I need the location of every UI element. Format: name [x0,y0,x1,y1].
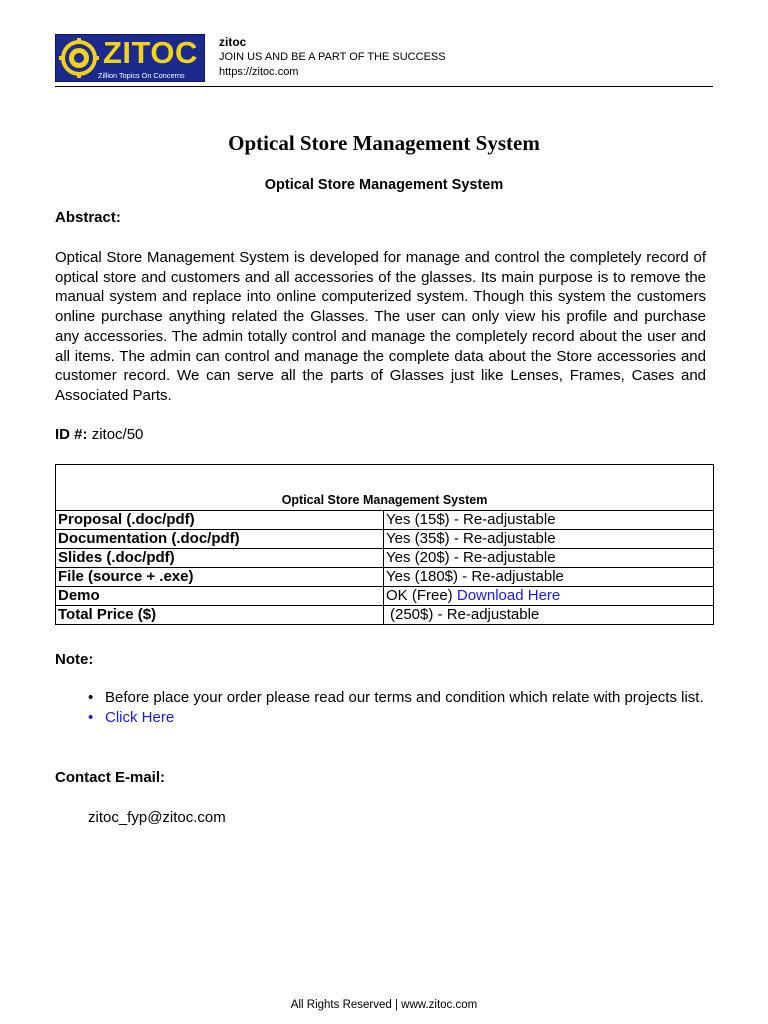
id-label: ID #: [55,426,88,443]
value-cell: Yes (180$) - Re-adjustable [384,568,714,587]
contact-label: Contact E-mail: [55,769,166,786]
id-value: zitoc/50 [91,426,144,443]
header-url[interactable]: https://zitoc.com [219,66,299,78]
bullet-icon: • [88,689,94,706]
bullet-icon: • [88,709,94,726]
value-cell: Yes (15$) - Re-adjustable [384,511,714,530]
project-id [55,426,143,443]
list-item [88,688,706,708]
page-footer: All Rights Reserved | www.zitoc.com [290,999,478,1011]
item-cell: Documentation (.doc/pdf) [56,530,384,549]
header-slogan: JOIN US AND BE A PART OF THE SUCCESS [219,51,446,63]
demo-value: OK (Free) [386,587,453,604]
list-item [88,708,706,728]
value-cell: Yes (35$) - Re-adjustable [384,530,714,549]
zitoc-logo[interactable] [55,34,205,82]
page-header [55,34,713,87]
total-label: Total Price ($) [56,606,384,625]
demo-label: Demo [56,587,384,606]
gear-emblem-icon [59,38,99,78]
document-subtitle: Optical Store Management System [264,177,504,193]
table-row [56,587,714,606]
table-row [56,530,714,549]
item-cell: Proposal (.doc/pdf) [56,511,384,530]
note-list [88,688,706,728]
site-name: zitoc [219,35,247,49]
abstract-label: Abstract: [55,209,121,226]
header-info [219,35,446,80]
download-here-link[interactable]: Download Here [456,587,561,604]
logo-wordmark: ZITOC [103,35,198,70]
total-value: (250$) - Re-adjustable [384,606,714,625]
table-row [56,511,714,530]
note-text: Before place your order please read our terms and condition which relate with projects list. [105,689,704,706]
abstract-text: Optical Store Management System is developed for manage and control the completely record of optical store and customers and all accessories of the glasses. Its main purpose is to remove the manual system and replace into online computerized system. Though this system the customers online purchase anything related the Glasses. The user can only view his profile and purchase any accessories. The admin totally control and manage the completely record about the user and all items. The admin can control and manage the complete data about the Store accessories and customer record. We can serve all the parts of Glasses just like Lenses, Frames, Cases and Associated Parts. [55,249,706,404]
contact-email[interactable]: zitoc_fyp@zitoc.com [88,809,226,826]
table-row [56,568,714,587]
note-label: Note: [55,651,94,668]
table-row [56,549,714,568]
document-title: Optical Store Management System [228,131,540,155]
demo-value-cell [384,587,714,606]
pricing-table [55,464,714,625]
table-row [56,606,714,625]
logo-tagline: Zillion Topics On Concerns [98,71,185,80]
item-cell: Slides (.doc/pdf) [56,549,384,568]
item-cell: File (source + .exe) [56,568,384,587]
click-here-link[interactable]: Click Here [105,709,175,726]
value-cell: Yes (20$) - Re-adjustable [384,549,714,568]
pricing-table-heading: Optical Store Management System [56,465,714,511]
